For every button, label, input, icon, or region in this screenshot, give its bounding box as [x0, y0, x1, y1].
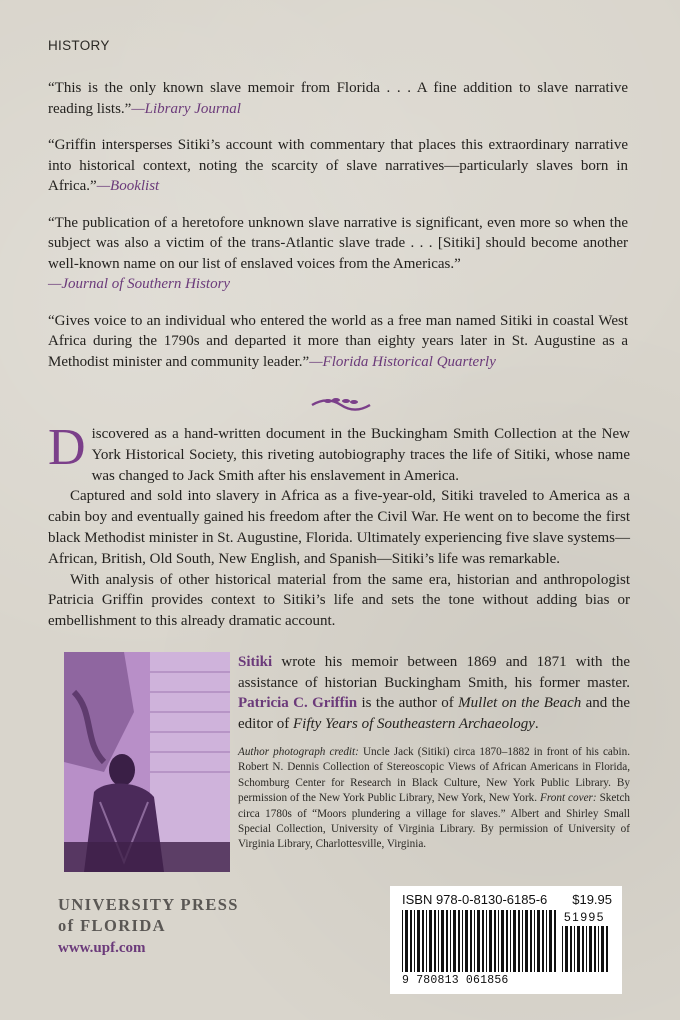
barcode-bar: [498, 910, 499, 972]
book-title: Fifty Years of Southeastern Archaeology: [292, 715, 535, 732]
description-paragraph-1: Discovered as a hand-written document in the Buckingham Smith Collection at the New York Historical Society, this riveting autobiography traces the life of Sitiki, whose name was changed to Jack Smith after his enslavement in America.: [48, 419, 630, 484]
isbn-barcode: [402, 910, 560, 972]
barcode-bar: [594, 926, 596, 972]
barcode-bar: [542, 910, 544, 972]
review-quote: “Griffin intersperses Sitiki’s account with commentary that places this extraordinary narrative into historical context, noting the scarcity of slave narratives—particularly slaves born in Africa.”: [48, 137, 628, 194]
photo-credit: Author photograph credit: Uncle Jack (Sitiki) circa 1870–1882 in front of his cabin. Robert N. Dennis Collection of Stereoscopic Views of African Americans in Florida, Schomburg Center for Research in Black Culture, New York Public Library. By permission of the New York Public Library, New York, New York. Front cover: Sketch circa 1780s of “Moors plundering a village for slaves.” Albert and Shirley Small Special Collection, University of Virginia Library. By permission of University of Virginia Library, Charlottesville, Virginia.: [238, 746, 631, 851]
barcode-bar: [570, 926, 572, 972]
review-1: [48, 78, 628, 119]
barcode-bar: [489, 910, 492, 972]
publisher-name-line-2: of FLORIDA: [58, 916, 166, 935]
author-bio: Sitiki wrote his memoir between 1869 and 1871 with the assistance of historian Buckingham Smith, his former master. Patricia C. Griffin is the author of Mullet on the Beach and the editor of Fifty Years of Southeastern Archaeology.: [238, 654, 630, 732]
barcode-bar: [582, 926, 584, 972]
barcode-bar: [458, 910, 460, 972]
barcode-bar: [601, 926, 604, 972]
barcode-bar: [453, 910, 456, 972]
barcode-bar: [434, 910, 436, 972]
barcode-bar: [410, 910, 412, 972]
barcode-bar: [606, 926, 608, 972]
barcode-bar: [446, 910, 448, 972]
barcode-bar: [494, 910, 496, 972]
barcode-bar: [417, 910, 420, 972]
price-text: $19.95: [572, 892, 612, 907]
barcode-bar: [562, 926, 563, 972]
barcode-bar: [586, 926, 587, 972]
barcode-bar: [537, 910, 540, 972]
barcode-bar: [598, 926, 599, 972]
author-photo: [64, 652, 230, 872]
barcode-bar: [501, 910, 504, 972]
barcode-bar: [465, 910, 468, 972]
review-source: —Library Journal: [131, 100, 241, 117]
barcode-bar: [554, 910, 556, 972]
barcode-bar: [426, 910, 427, 972]
drop-cap: D: [48, 419, 86, 476]
author-photo-illustration: [64, 652, 230, 872]
barcode-bar: [438, 910, 439, 972]
barcode-bar: [577, 926, 580, 972]
price-code: 51995: [564, 910, 605, 924]
author-name: Sitiki: [238, 654, 273, 670]
ornament-icon: [308, 396, 374, 414]
barcode-bar: [486, 910, 487, 972]
publisher-name-line-1: UNIVERSITY PRESS: [58, 895, 239, 914]
barcode-bar: [589, 926, 592, 972]
review-source: —Journal of Southern History: [48, 276, 231, 292]
barcode-bar: [422, 910, 424, 972]
isbn-text: ISBN 978-0-8130-6185-6: [402, 892, 548, 907]
publisher-url: www.upf.com: [58, 940, 146, 956]
barcode-bar: [518, 910, 520, 972]
barcode-bar: [414, 910, 415, 972]
editor-name: Patricia C. Griffin: [238, 695, 358, 711]
book-description: [48, 419, 630, 632]
barcode-bar: [429, 910, 432, 972]
barcode-bar: [549, 910, 552, 972]
barcode-bar: [462, 910, 463, 972]
barcode-bar: [546, 910, 547, 972]
review-quote: “The publication of a heretofore unknown slave narrative is significant, even more so when the subject was also a victim of the trans-Atlantic slave trade . . . [Sitiki] should become another well-known name on our list of enslaved voices from the Americas.”: [48, 214, 628, 272]
review-quote: “This is the only known slave memoir from Florida . . . A fine addition to slave narrative reading lists.”: [48, 80, 628, 117]
barcode-bar: [574, 926, 575, 972]
barcode-bar: [534, 910, 535, 972]
barcode-bar: [450, 910, 451, 972]
review-4: [48, 311, 628, 373]
barcode-bar: [565, 926, 568, 972]
review-2: [48, 135, 628, 197]
barcode-bar: [477, 910, 480, 972]
barcode-bar: [510, 910, 511, 972]
review-quote: “Gives voice to an individual who entered the world as a free man named Sitiki in coastal West Africa during the 1790s and departed it more than eighty years later in St. Augustine as a Methodist minister and community leader.”: [48, 312, 628, 370]
publisher-block: [58, 894, 239, 957]
book-title: Mullet on the Beach: [458, 695, 582, 711]
description-paragraph-3: With analysis of other historical material from the same era, historian and anthropologist Patricia Griffin provides context to Sitiki’s life and sets the tone without adding bias or embellishment to this already dramatic account.: [48, 571, 630, 630]
barcode-bar: [522, 910, 523, 972]
price-barcode: [562, 926, 612, 972]
review-source: —Booklist: [96, 178, 160, 194]
barcode-bar: [405, 910, 408, 972]
barcode-bar: [470, 910, 472, 972]
description-paragraph-2: Captured and sold into slavery in Africa as a five-year-old, Sitiki traveled to America as a cabin boy and eventually gained his freedom after the Civil War. He went on to become the first black Methodist minister in St. Augustine, Florida. Ultimately experiencing five slave systems—African, British, Old South, New English, and Spanish—Sitiki’s life was remarkable.: [48, 488, 630, 567]
barcode-box: [390, 886, 622, 994]
barcode-bar: [482, 910, 484, 972]
barcode-bar: [506, 910, 508, 972]
barcode-bar: [525, 910, 528, 972]
review-list: [48, 78, 628, 388]
barcode-bar: [402, 910, 403, 972]
isbn-number: 9 780813 061856: [402, 974, 509, 987]
review-3: [48, 213, 628, 295]
barcode-bar: [474, 910, 475, 972]
barcode-bar: [530, 910, 532, 972]
barcode-bar: [441, 910, 444, 972]
category-label: HISTORY: [48, 38, 110, 53]
review-source: —Florida Historical Quarterly: [309, 353, 496, 370]
barcode-bar: [513, 910, 516, 972]
